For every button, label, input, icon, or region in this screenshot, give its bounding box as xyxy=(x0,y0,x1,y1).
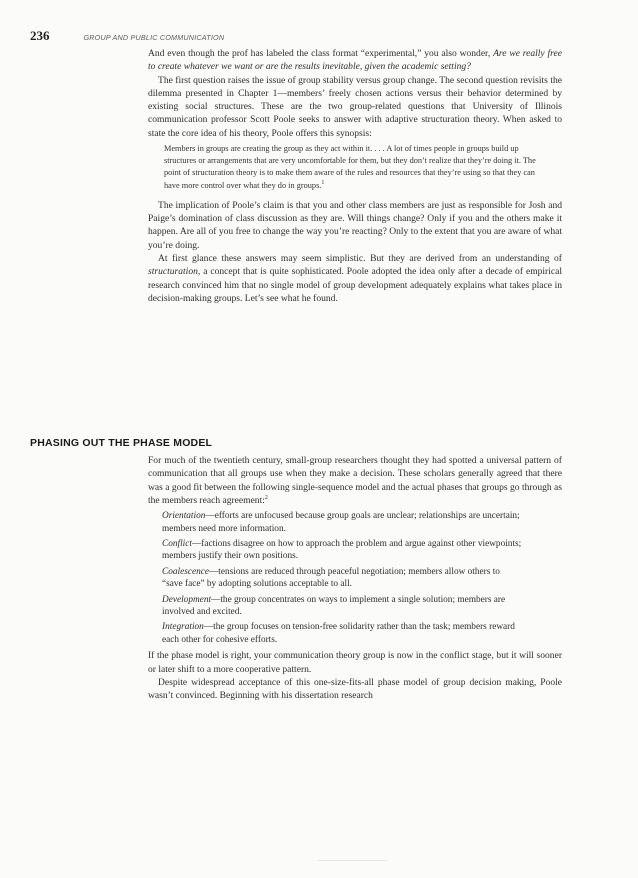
section-heading: PHASING OUT THE PHASE MODEL xyxy=(30,437,213,449)
section-paragraph-1 xyxy=(148,454,562,507)
phase-name: Conflict xyxy=(162,539,192,549)
running-head: GROUP AND PUBLIC COMMUNICATION xyxy=(83,33,225,42)
phase-desc: —the group concentrates on ways to implement a single solution; members are involved and excited. xyxy=(162,594,506,618)
phase-name: Orientation xyxy=(162,511,206,522)
intro-text-column xyxy=(148,47,562,305)
phase-item-integration xyxy=(162,621,522,646)
phase-desc: —the group focuses on tension-free solidarity rather than the task; members reward each other for cohesive efforts. xyxy=(162,622,515,645)
poole-synopsis-quote xyxy=(164,143,552,192)
phase-item-development xyxy=(162,594,522,619)
phase-desc: —factions disagree on how to approach the problem and argue against other viewpoints; members justify their own positions. xyxy=(162,539,522,562)
phase-desc: —efforts are unfocused because group goals are unclear; relationships are uncertain; members need more information. xyxy=(162,511,520,534)
intro-p1-italic: Are we really free to create whatever we want or are the results inevitable, given the academic setting? xyxy=(148,48,562,73)
phase-item-orientation xyxy=(162,510,522,535)
intro-paragraph-4 xyxy=(148,252,562,305)
footnote-ref-2: 2 xyxy=(264,494,268,501)
intro-p4-a: At first glance these answers may seem simplistic. But they are derived from an understanding of xyxy=(158,253,562,265)
phase-name: Coalescence xyxy=(162,566,209,577)
phase-name: Development xyxy=(162,594,212,605)
intro-p4-italic: structuration, xyxy=(148,266,201,278)
phase-desc: —tensions are reduced through peaceful negotiation; members allow others to “save face” by adopting solutions acceptable to all. xyxy=(162,566,500,590)
intro-paragraph-1 xyxy=(148,47,562,74)
section-text-column xyxy=(148,454,562,702)
page-header xyxy=(30,28,224,44)
page-number: 236 xyxy=(30,28,50,43)
quote-text: Members in groups are creating the group as they act within it. . . . A lot of times people in groups build up structures or arrangements that are very uncomfortable for them, but they don’t realize that they’re doing it. The point of structuration theory is to make them aware of the rules and resources that they’re using so that they can have more control over what they do in groups. xyxy=(164,144,536,190)
footnote-ref-1: 1 xyxy=(321,179,325,186)
section-paragraph-3: Despite widespread acceptance of this one-size-fits-all phase model of group decision making, Poole wasn’t convinced. Beginning with his dissertation research xyxy=(148,676,562,702)
phase-item-coalescence xyxy=(162,566,522,591)
phase-model-list xyxy=(162,510,522,646)
phase-item-conflict xyxy=(162,538,522,563)
section-p1-text: For much of the twentieth century, small-group researchers thought they had spotted a universal pattern of communication that all groups use when they make a decision. These scholars generally agreed that there was a good fit between the following single-sequence model and the actual phases that groups go through as the members reach agreement: xyxy=(148,455,562,506)
phase-name: Integration xyxy=(162,622,204,633)
intro-p1-text: And even though the prof has labeled the class format “experimental,” you also wonder, xyxy=(148,48,491,59)
section-paragraph-2: If the phase model is right, your communication theory group is now in the conflict stage, but it will sooner or later shift to a more cooperative pattern. xyxy=(148,650,562,675)
intro-paragraph-2: The first question raises the issue of group stability versus group change. The second question revisits the dilemma presented in Chapter 1—members’ freely chosen actions versus their behavior determined by existing social structures. These are the two group-related questions that University of Illinois communication professor Scott Poole seeks to answer with adaptive structuration theory. When asked to state the core idea of his theory, Poole offers this synopsis: xyxy=(148,74,562,139)
intro-p4-b: a concept that is quite sophisticated. Poole adopted the idea only after a decade of empirical research convinced him that no single model of group development adequately explains what takes place in decision-making groups. Let’s see what he found. xyxy=(148,266,563,304)
faint-bottom-mark xyxy=(318,860,388,861)
intro-paragraph-3: The implication of Poole’s claim is that you and other class members are just as responsible for Josh and Paige’s domination of class discussion as they are. Will things change? Only if you and the others make it happen. Are all of you free to change the way you’re reacting? Only to the extent that you are aware of what you’re doing. xyxy=(148,199,562,251)
